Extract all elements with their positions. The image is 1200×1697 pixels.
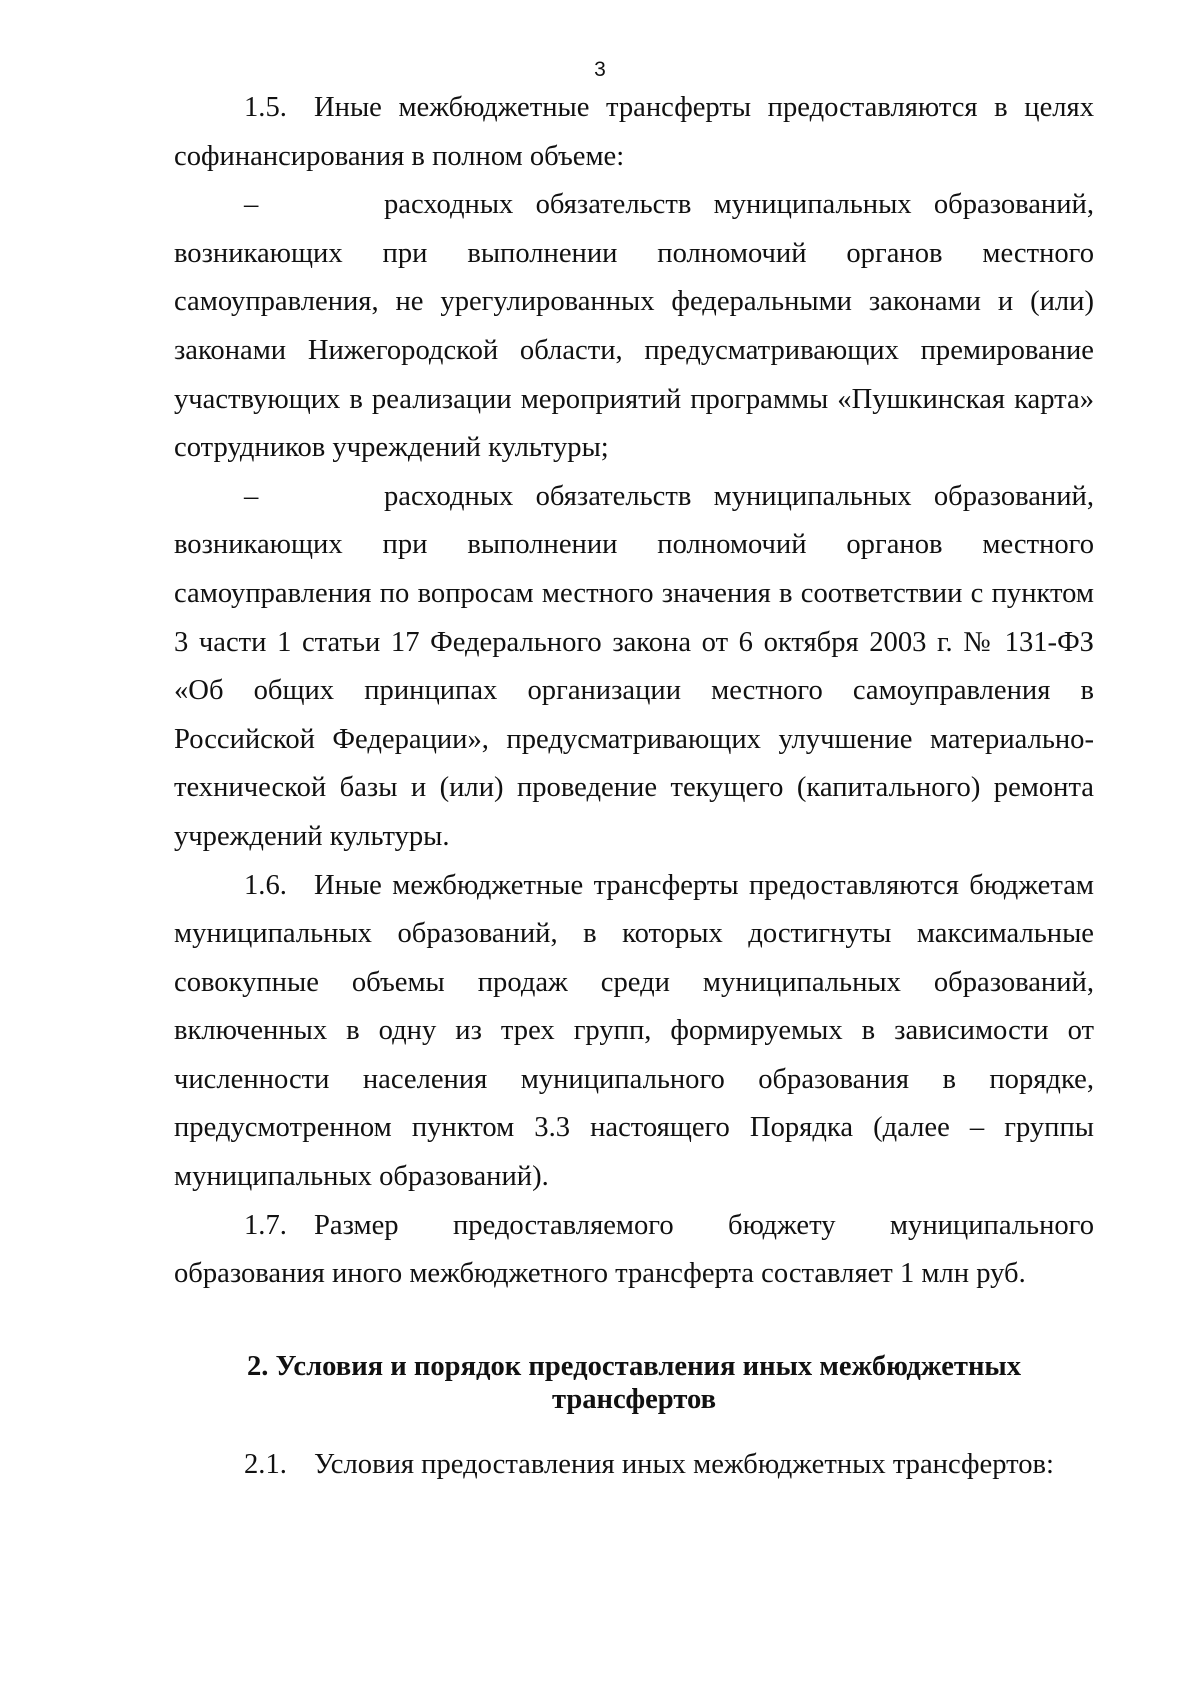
paragraph-1-5 (174, 84, 1094, 181)
paragraph-text: Размер предоставляемого бюджету муниципального образования иного межбюджетного трансферта составляет 1 млн руб. (174, 1209, 1094, 1290)
paragraph-2-1 (174, 1441, 1094, 1490)
section-heading-line-2: трансфертов (551, 1384, 717, 1415)
section-2-body (174, 1441, 1094, 1490)
paragraph-number: 1.6. (244, 869, 287, 901)
paragraph-number: 1.5. (244, 92, 287, 123)
section-heading-line-1: 2. Условия и порядок предоставления иных межбюджетных (246, 1351, 1022, 1382)
paragraph-number: 1.7. (244, 1209, 287, 1241)
paragraph-text: Иные межбюджетные трансферты предоставляются в целях софинансирования в полном объеме: (174, 92, 1094, 172)
page-number: 3 (594, 58, 606, 81)
paragraph-text: Условия предоставления иных межбюджетных трансфертов: (314, 1449, 1054, 1480)
list-item-expense-obligations-1 (174, 181, 1094, 473)
list-item-text: расходных обязательств муниципальных образований, возникающих при выполнении полномочий органов местного самоуправления по вопросам местного значения в соответствии с пунктом 3 части 1 статьи 17 Федерального закона от 6 октября 2003 г. № 131-ФЗ «Об общих принципах организации местного самоуправления в Российской Федерации», предусматривающих улучшение материально-технической базы и (или) проведение текущего (капитального) ремонта учреждений культуры. (174, 480, 1094, 852)
paragraph-text: Иные межбюджетные трансферты предоставляются бюджетам муниципальных образований, в которых достигнуты максимальные совокупные объемы продаж среди муниципальных образований, включенных в одну из трех групп, формируемых в зависимости от численности населения муниципального образования в порядке, предусмотренном пунктом 3.3 настоящего Порядка (далее – группы муниципальных образований). (174, 869, 1094, 1193)
paragraph-1-6 (174, 862, 1094, 1202)
list-item-text: расходных обязательств муниципальных образований, возникающих при выполнении полномочий органов местного самоуправления, не урегулированных федеральными законами и (или) законами Нижегородской области, предусматривающих премирование участвующих в реализации мероприятий программы «Пушкинская карта» сотрудников учреждений культуры; (174, 189, 1094, 464)
section-heading (174, 1350, 1094, 1416)
dash-marker: – (244, 189, 259, 221)
list-item-expense-obligations-2 (174, 473, 1094, 862)
dash-marker: – (244, 480, 259, 512)
paragraph-1-7 (174, 1202, 1094, 1299)
paragraph-number: 2.1. (244, 1449, 287, 1480)
document-body (174, 84, 1094, 1299)
